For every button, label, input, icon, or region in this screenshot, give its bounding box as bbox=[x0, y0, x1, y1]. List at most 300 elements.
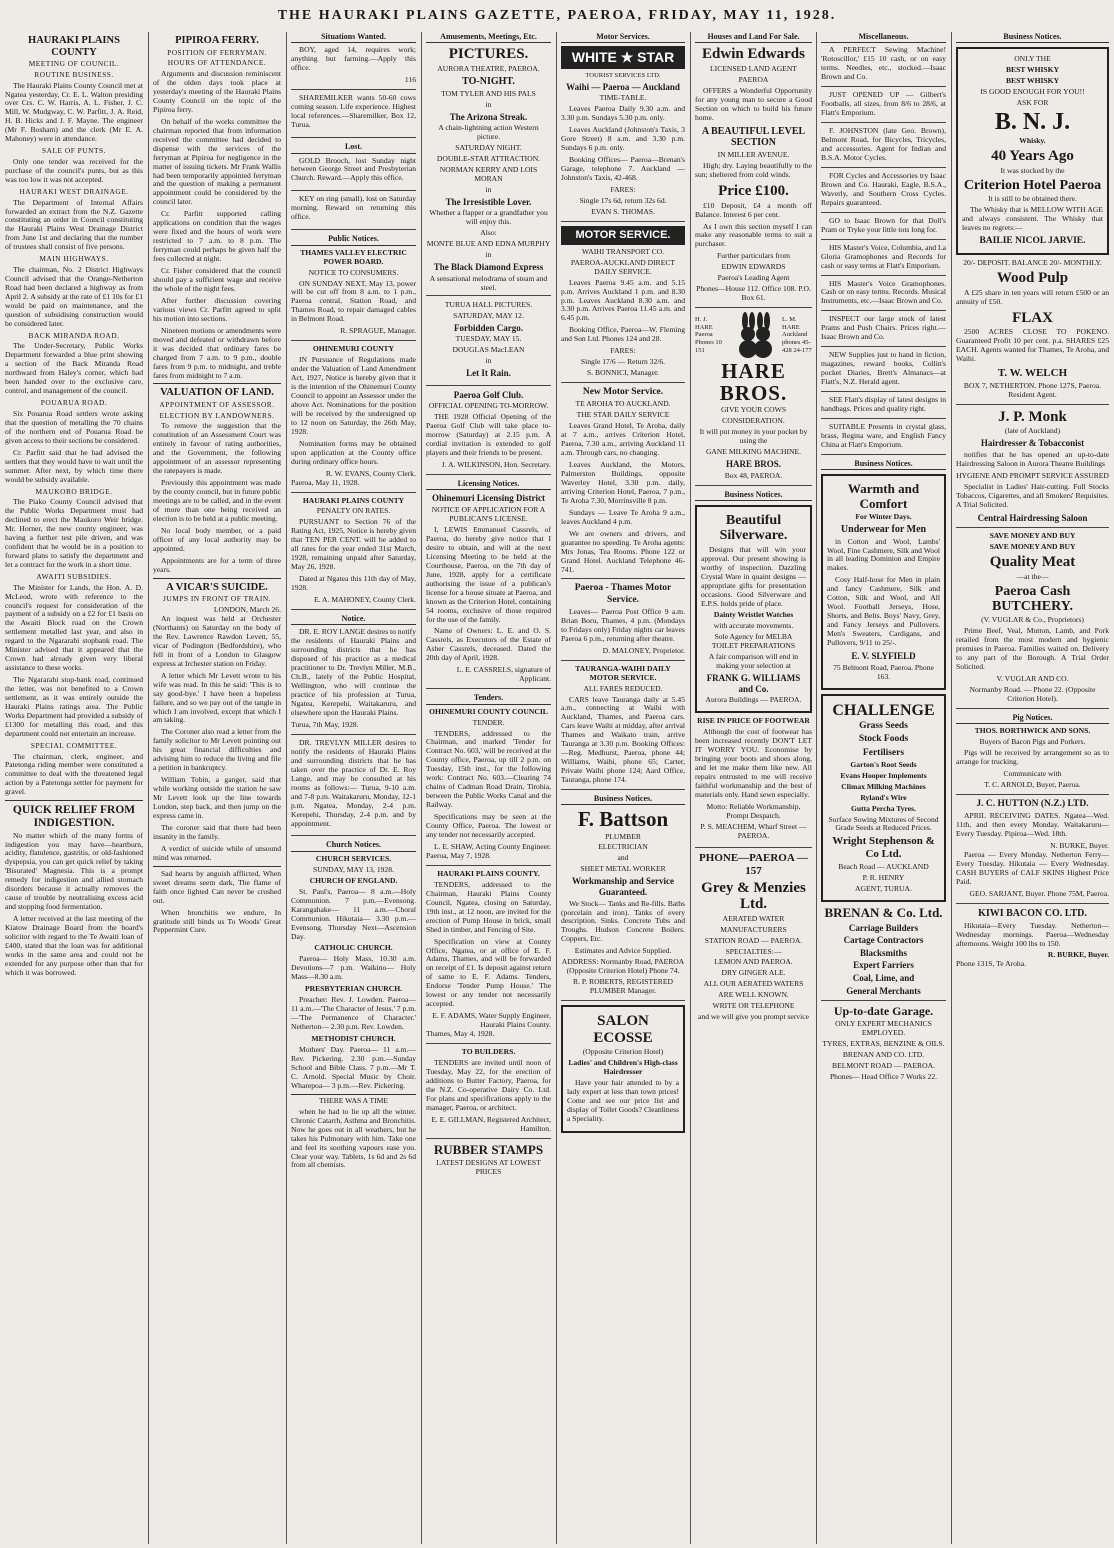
service-title: TE AROHA TO AUCKLAND. bbox=[575, 399, 671, 409]
paragraph: Previously this appointment was made by the county council, but in future public meetings are to be called, and in the event of more than one being received an election is to be held at a public meeting. bbox=[153, 478, 281, 524]
classified-ad: SEE Flatt's display of latest designs in handbags. Prices and quality right. bbox=[821, 396, 946, 419]
ad-line: Communicate with bbox=[1003, 769, 1062, 779]
show-note: DOUBLE-STAR ATTRACTION. bbox=[436, 154, 541, 164]
ad-line: BEST WHISKY bbox=[1005, 65, 1060, 75]
notice-title: HAURAKI PLAINS COUNTY. bbox=[437, 868, 540, 878]
ad-title: B. N. J. bbox=[994, 109, 1071, 136]
notice-signature: E. A. MAHONEY, County Clerk. bbox=[314, 595, 416, 605]
notice-signature: L. E. SHAW, Acting County Engineer. bbox=[433, 841, 551, 851]
section-header: Notice. bbox=[291, 614, 416, 625]
ad-body: Specialist in Ladies' Hair-cutting. Full Stocks Tobaccos, Cigarettes, and all Smokers' Requisites. A Trial Solicited. bbox=[956, 481, 1109, 509]
paragraph: The Coroner also read a letter from the family solicitor to Mr Levett pointing out his great financial difficulties and advising him to reduce the living and file a petition in bankruptcy. bbox=[153, 727, 281, 773]
paragraph: No local body member, or a paid officer of any local authority may be appointed. bbox=[153, 525, 281, 553]
ad-line: —at the— bbox=[1016, 571, 1049, 581]
ad-line: Central Hairdressing Saloon bbox=[956, 513, 1109, 529]
ad-line: ARE WELL KNOWN. bbox=[718, 990, 789, 1000]
show-day: TUESDAY, MAY 15. bbox=[455, 334, 522, 344]
ad-line: Surface Sowing Mixtures of Second Grade Seeds at Reduced Prices. bbox=[828, 814, 939, 833]
ad-title: Edwin Edwards bbox=[702, 46, 805, 63]
ad-line: Coal, Lime, and bbox=[852, 972, 915, 983]
column-rule bbox=[951, 32, 952, 1544]
ad-line: WRITE OR TELEPHONE bbox=[712, 1001, 795, 1011]
section-header: Amusements, Meetings, Etc. bbox=[426, 32, 551, 43]
ad-line: and we will give you prompt service bbox=[698, 1012, 809, 1022]
section-header: Licensing Notices. bbox=[426, 479, 551, 490]
ad-line: (late of Auckland) bbox=[1004, 426, 1061, 436]
ad-line: MANUFACTURERS bbox=[720, 924, 787, 934]
notice-body: TENDERS, addressed to the Chairman, and marked 'Tender for Contract No. 603,' will be received at the County office, Paeroa, up till 2 p.m. on Tuesday, 15th inst., for the following work: Contract No. 603.—Clearing 74 chains of Cadman Road Drain, Tirohia, between the Public Works Canal and the Railway. bbox=[426, 728, 551, 810]
ad-line: Criterion Hotel Paeroa bbox=[963, 177, 1102, 193]
notice-body: Specification on view at County Office, Ngatea, or at office of E. F. Adams, Thames, and will be forwarded on receipt of £1. Is deposit against return of same to E. F. Adams. Tenders, Endorse 'Tender Pump House.' The lowest or any tender not necessarily accepted. bbox=[426, 936, 551, 1009]
notice-date: Thames, May 4, 1928. bbox=[426, 1029, 495, 1039]
cast-in: in bbox=[485, 250, 492, 260]
ad-line: Cartage Contractors bbox=[843, 935, 924, 946]
paragraph: A letter received at the last meeting of the Kiatow Drainage Board from the board's solicitor with regard to the Te Awaiti loan of £400, stated that the loan was for additional works in the same area and could not be extended for any purpose other than that for which it was borrowed. bbox=[5, 914, 143, 977]
ad-body: OFFERS a Wonderful Opportunity for any young man to secure a Good Section on which to build his future home. bbox=[695, 85, 812, 122]
notice-body: IN Pursuance of Regulations made under the Valuation of Land Amendment Act, 1927, Notice is hereby given that it is the intention of the Ohinemuri County Council to appoint an Assessor under the above Act. Nominations for the position will be received by the undersigned up to 12 noon on Saturday, the 26th May, 1928. bbox=[291, 355, 416, 436]
paragraph: The Hauraki Plains County Council met at Ngatea yesterday, Cr. E. L. Walton presiding over Crs. C. W. Harris, A. L. Fisher, J. C. Mill, W. Mudgway, C. W. Parfitt, J. A. Reid, H. B. Hicks and J. F. Mayne. The engineer (Mr F. Bosham) and the clerk (Mr E. A. Mahoney) were in attendance. bbox=[5, 80, 143, 144]
church-times: Paeroa— Holy Mass, 10.30 a.m. Devotions—7 p.m. Waikino— Holy Mass—8.30 a.m. bbox=[291, 954, 416, 982]
section-heading: ROUTINE BUSINESS. bbox=[34, 69, 114, 79]
paragraph: William Tobin, a ganger, said that while working outside the station he saw Mr Levett look up the line towards London, step back, and then jump on the express came in. bbox=[153, 775, 281, 820]
section-header: Church Notices. bbox=[291, 840, 416, 851]
ad-line: R. BURKE, Buyer. bbox=[1047, 950, 1109, 960]
column-4 bbox=[426, 32, 551, 1544]
ad-line: HYGIENE AND PROMPT SERVICE ASSURED bbox=[956, 470, 1109, 480]
church-name: CATHOLIC CHURCH. bbox=[314, 943, 393, 953]
fares-heading: FARES: bbox=[610, 184, 636, 194]
ad-line: 40 Years Ago bbox=[991, 148, 1074, 165]
column-8 bbox=[956, 32, 1109, 1544]
ad-title: THERE WAS A TIME bbox=[291, 1094, 416, 1106]
ad-line: DRY GINGER ALE. bbox=[721, 968, 786, 978]
ad-title: Beautiful Silverware. bbox=[719, 513, 788, 544]
rabbit-icon bbox=[732, 312, 776, 358]
article-subtitle: POSITION OF FERRYMAN. bbox=[167, 47, 267, 57]
ad-line: STATION ROAD — PAEROA. bbox=[704, 935, 803, 945]
church-name: CHURCH OF ENGLAND. bbox=[309, 875, 398, 885]
section-header: Pig Notices. bbox=[956, 713, 1109, 724]
film-title: Let It Rain. bbox=[466, 368, 511, 379]
ad-line: Fertilisers bbox=[862, 747, 905, 758]
notice-body: THE 1928 Official Opening of the Paeroa Golf Club will take place to-morrow (Saturday) at 2.15 p.m. A cordial invitation is extended to golf players and their friends to be present. bbox=[426, 412, 551, 458]
ad-line: BRENAN AND CO. LTD. bbox=[842, 1050, 925, 1060]
section-header: Lost. bbox=[291, 142, 416, 153]
section-header: Business Notices. bbox=[695, 490, 812, 501]
ad-line: FRANK G. WILLIAMS and Co. bbox=[706, 673, 801, 694]
ad-line: Phone 131S, Te Aroha. bbox=[956, 959, 1026, 969]
ad-title: RUBBER STAMPS bbox=[433, 1141, 544, 1157]
paragraph: The Minister for Lands, the Hon. A. D. McLeod, wrote with reference to the council's request for consideration of the payment of a subsidy on a £2 for £1 basis on the Awaiti Block road on the Crown settlement metalled last year, and also in regard to the Ngararahi stopbank road. The Minister advised that it appeared that the Crown had already given very liberal assistance to these works. bbox=[5, 582, 143, 673]
notice-body: TENDERS are invited until noon of Tuesday, May 22, for the erection of additions to Butter Factory, Paeroa, for the N.Z. Co-operative Dairy Co. Ltd. For plans and specifications apply to the manager, Paeroa, or architect. bbox=[426, 1057, 551, 1112]
ad-line: Dainty Wristlet Watches bbox=[713, 610, 794, 620]
notice-body: PURSUANT to Section 76 of the Rating Act, 1925, Notice is hereby given that TEN PER CENT. will be added to all rates for the year ended 31st March, 1928, remaining unpaid after Saturday, May 26, 1928. bbox=[291, 517, 416, 572]
ad-line: TYRES, EXTRAS, BENZINE & OILS. bbox=[822, 1039, 945, 1049]
ad-line: (Opposite Criterion Hotel) bbox=[582, 1047, 664, 1057]
ad-line: GANE MILKING MACHINE. bbox=[705, 447, 802, 457]
section-heading: BACK MIRANDA ROAD. bbox=[28, 330, 120, 340]
column-6 bbox=[695, 32, 812, 1544]
ad-line: Climax Milking Machines bbox=[841, 781, 926, 791]
paragraph: After further discussion covering various views Cr. Parfitt agreed to split his motion into sections. bbox=[153, 295, 281, 323]
show-note: Also: bbox=[480, 228, 497, 238]
ad-line: AERATED WATER bbox=[722, 913, 785, 923]
paragraph: The Ngararahi stop-bank road, continued the letter, was not benefited to a Crown settlement, as it was entirely outside the Hauraki Plains ratings area. The Public Works Department had provided a subsidy of £1300 for metalling this road, and this department could not entertain an increase. bbox=[5, 675, 143, 738]
timetable-heading: TIME-TABLE. bbox=[599, 93, 647, 103]
cast: NORMAN KERRY AND LOIS MORAN bbox=[439, 165, 538, 183]
column-rule bbox=[148, 32, 149, 1544]
column-rule bbox=[690, 32, 691, 1544]
notice-body: Nomination forms may be obtained upon application at the County office during ordinary office hours. bbox=[291, 438, 416, 466]
cast-in: in bbox=[485, 99, 492, 109]
ad-line: Stock Foods bbox=[858, 734, 909, 745]
ad-line: and bbox=[617, 853, 629, 863]
section-heading: SALE OF PUNTS. bbox=[42, 146, 106, 156]
ad-line: Grass Seeds bbox=[859, 721, 908, 732]
ad-line: BAILIE NICOL JARVIE. bbox=[979, 236, 1086, 246]
ad-line: Whisky. bbox=[1019, 136, 1046, 146]
paragraph: Cr. Fisher considered that the council should pay a sufficient wage and receive the whole of the night fees. bbox=[153, 266, 281, 293]
ad-line: It is still to be obtained there. bbox=[988, 194, 1077, 204]
section-header: Houses and Land For Sale. bbox=[695, 32, 812, 43]
paragraph: The chairman, clerk, engineer, and Patetonga riding member were constituted a committee to deal with the threatened legal action by a Patetonga settler for payment for gravel. bbox=[5, 751, 143, 797]
logo-subtitle: TOURIST SERVICES LTD. bbox=[585, 71, 661, 79]
ad-title: SALON ECOSSE bbox=[593, 1013, 653, 1046]
film-desc: Whether a flapper or a grandfather you will enjoy this. bbox=[429, 208, 548, 227]
ad-line: ASK FOR bbox=[1016, 98, 1049, 108]
ad-title: THOS. BORTHWICK AND SONS. bbox=[974, 726, 1091, 736]
film-desc: A chain-lightning action Western picture. bbox=[438, 123, 539, 142]
ad-title: Up-to-date Garage. bbox=[833, 1004, 934, 1019]
section-header: Business Notices. bbox=[821, 459, 946, 470]
section-heading: HAURAKI WEST DRAINAGE. bbox=[19, 186, 129, 196]
timetable-entry: Booking Office, Paeroa—W. Fleming and Son Ltd. Phones 124 and 28. bbox=[561, 325, 685, 344]
ad-title: T. W. WELCH bbox=[997, 366, 1068, 379]
venue: TURUA HALL PICTURES. bbox=[444, 299, 533, 309]
notice-title: OHINEMURI COUNTY COUNCIL bbox=[429, 706, 548, 716]
venue: AURORA THEATRE, PAEROA. bbox=[437, 63, 540, 73]
notice-title: OHINEMURI COUNTY bbox=[312, 344, 395, 354]
ad-line: 20/- DEPOSIT. BALANCE 20/- MONTHLY. bbox=[963, 258, 1102, 268]
ad-line: BEST WHISKY bbox=[1005, 76, 1060, 86]
ad-line: It will put money in your pocket by using the bbox=[699, 427, 808, 446]
signature: D. MALONEY, Proprietor. bbox=[561, 647, 685, 661]
paragraph: A verdict of suicide while of unsound mind was returned. bbox=[153, 843, 281, 862]
ad-line: BOX 7, NETHERTON. Phone 127S, Paeroa. Resident Agent. bbox=[956, 382, 1109, 405]
timetable-entry: Leaves— Paeroa Post Office 9 a.m. Brian Boru, Thames, 4 p.m. (Mondays to Fridays only) Friday nights car leaves Paeroa 6 p.m., returning after theatre. bbox=[561, 606, 685, 643]
notice-date: Dated at Ngatea this 11th day of May, 1928. bbox=[291, 574, 416, 593]
fares: Single 17s 6d, return 32s 6d. bbox=[579, 195, 667, 205]
ad-body: notifies that he has opened an up-to-date Hairdressing Saloon in Aurora Theatre Buildings bbox=[956, 449, 1109, 468]
ad-title: BRENAN & Co. Ltd. bbox=[824, 905, 943, 921]
ad-line: LICENSED LAND AGENT bbox=[710, 63, 797, 73]
section-header: Public Notices. bbox=[291, 234, 416, 245]
section-heading: MAIN HIGHWAYS. bbox=[39, 254, 109, 264]
ad-line: (V. VUGLAR & Co., Proprietors) bbox=[981, 615, 1084, 625]
price: Price £100. bbox=[718, 183, 789, 200]
ad-line: Wright Stephenson & Co Ltd. bbox=[832, 835, 935, 861]
film-title: The Arizona Streak. bbox=[449, 111, 528, 122]
classified-ad: JUST OPENED UP — Gilbert's Footballs, all sizes, from 8/6 to 28/6, at Flatt's Emporium. bbox=[821, 91, 946, 123]
ad-line: Ryland's Wire bbox=[860, 792, 907, 802]
ad-line: For Winter Days. bbox=[855, 511, 912, 521]
column-rule bbox=[286, 32, 287, 1544]
classified-ad: FOR Cycles and Accessories try Isaac Brown and Co. Hauraki, Eagle, B.S.A., Waverly, and Southern Cross Cycles. Repairs guaranteed. bbox=[821, 172, 946, 213]
column-7 bbox=[821, 32, 946, 1544]
ad-line: GEO. SARJANT, Buyer. Phone 75M, Paeroa. bbox=[956, 890, 1109, 904]
paragraph: An inquest was held at Orchester (Northants) on Saturday on the body of the Rev. Lawrence Rawdon Levett, 55, vicar of Podington (Bedfordshire), who fell in front of a London to Glasgow express at Irchester station on Friday. bbox=[153, 613, 281, 668]
paragraph: To remove the suggestion that the constitution of an Assessment Court was entirely in favour of rating authorities, and the Government, the following appointment of an assessor representing the ratepayers is made. bbox=[153, 421, 281, 476]
signature: S. BONNICI, Manager. bbox=[561, 369, 685, 383]
fares: Single 17/6 — Return 32/6. bbox=[580, 357, 666, 367]
cast-in: in bbox=[485, 184, 492, 194]
ad-line: SHEET METAL WORKER bbox=[580, 864, 666, 874]
classified-ad: HIS Master's Voice Gramophones. Cash or on easy terms. Records. Musical Instruments, etc.—Isaac Brown and Co. bbox=[821, 280, 946, 312]
notice-body: Name of Owners: L. E. and O. S. Cassrels, as Executors of the Estate of Asher Cassrels, deceased. Dated the 20th day of April, 1928. bbox=[426, 626, 551, 663]
ad-title: F. Battson bbox=[577, 807, 669, 832]
ad-line: BELMONT ROAD — PAEROA. bbox=[832, 1061, 935, 1071]
ad-title: Paeroa - Thames Motor Service. bbox=[574, 583, 672, 605]
column-1 bbox=[5, 32, 143, 1544]
ad-title: J. C. HUTTON (N.Z.) LTD. bbox=[976, 799, 1089, 810]
classified-ad: INSPECT our large stock of latest Prams and Push Chairs. Prices right.—Isaac Brown and Co. bbox=[821, 315, 946, 347]
section-header: Motor Services. bbox=[561, 32, 685, 43]
ad-body: APRIL RECEIVING DATES. Ngatea—Wed. 11th, and then every Monday. Waitakaruru—Every Tuesday. Pipiroa—Wed. 18th. bbox=[956, 811, 1109, 839]
film-desc: A sensational melodrama of steam and steel. bbox=[429, 273, 548, 292]
ad-line: P. R. HENRY bbox=[862, 873, 905, 883]
ad-body: The Whisky that is MELLOW WITH AGE and always consistent. The Whisky that leaves no regrets:— bbox=[962, 205, 1103, 233]
ad-line: SAVE MONEY AND BUY bbox=[989, 531, 1076, 541]
notice-signature: E. E. GILLMAN, Registered Architect, Hamilton. bbox=[431, 1114, 551, 1133]
ad-line: ONLY THE bbox=[1014, 54, 1051, 64]
ad-line: SPECIALTIES:— bbox=[725, 946, 782, 956]
ad-line: Box 48, PAEROA. bbox=[695, 472, 812, 486]
ad-line: T. C. ARNOLD, Buyer, Paeroa. bbox=[956, 781, 1109, 795]
ad-title: Paeroa Cash BUTCHERY. bbox=[991, 583, 1074, 614]
notice-title: THAMES VALLEY ELECTRIC POWER BOARD. bbox=[300, 247, 407, 266]
ad-line: IN MILLER AVENUE. bbox=[717, 150, 790, 160]
church-times: Preacher: Rev. J. Lowden. Paeroa— 11 a.m.—'The Character of Jesus.' 7 p.m.—'The Permanence of Character.' Netherton— 2.30 p.m. Rev. Lowden. bbox=[291, 995, 416, 1032]
ad-body: Pigs will be received by arrangement so as to arrange for trucking. bbox=[956, 748, 1109, 767]
paragraph: A letter which Mr Levett wrote to his wife was read. In this he said: 'This is to say good-bye.' I have been a hopeless failure, and so we pay out of the tangle in which I am involved, except that which I am taking. bbox=[153, 670, 281, 725]
classified-ad: NEW Supplies just to hand in fiction, magazines, reward books, Collin's pocket Diaries, Brett's Almanacs—at Flatt's, N.Z. Herald agent. bbox=[821, 351, 946, 392]
ad-line: General Merchants bbox=[821, 986, 946, 1002]
paragraph: Cr. Parfitt said that he had advised the settlers that they would have to wait until the summer. After next, by which time there would be subsidy available. bbox=[5, 447, 143, 484]
timetable-entry: Leaves Auckland (Johnston's Taxis, 3 Gore Street) 8 a.m. and 3.30 p.m. Sundays 6 p.m. only. bbox=[561, 125, 685, 153]
ad-body: Designs that will win your approval. Our present showing is worthy of inspection. Dazzling Crystal Ware in quaint designs — appropriate gifts for presentation occasions. Good Silverware and E.P.S. holds pride of place. bbox=[701, 544, 806, 608]
church-times: St. Paul's, Paeroa— 8 a.m.—Holy Communion. 7 p.m.—Evensong. Karangahake— 11 a.m.—Choral Communion. Hikutaia— 3.30 p.m.—Evensong. Thursday Next—Ascension Day. bbox=[291, 886, 416, 941]
section-header: Business Notices. bbox=[956, 32, 1109, 43]
church-times: Mothers' Day. Paeroa— 11 a.m.—Rev. Pickering. 2.30 p.m.—Sunday School and Bible Class. 7 p.m.—Mr T. C. Arnold. Special Music by Choir. Wharepoa— 3 p.m.—Rev. Pickering. bbox=[291, 1045, 416, 1090]
ad-title: HARE BROS. bbox=[719, 359, 788, 406]
section-header: Miscellaneous. bbox=[821, 32, 946, 43]
ad-line: Buyers of Bacon Pigs and Porkers. bbox=[979, 737, 1086, 747]
ad-title: CHALLENGE bbox=[832, 701, 935, 719]
ad-line: A BEAUTIFUL LEVEL SECTION bbox=[701, 125, 806, 149]
hare-agent-left: H. J. HARE Paeroa Phones 10 151 bbox=[695, 316, 722, 354]
show-day: SATURDAY NIGHT. bbox=[455, 143, 522, 153]
article-title: A VICAR'S SUICIDE. bbox=[153, 578, 281, 594]
paragraph: Nineteen motions or amendments were moved and defeated or withdrawn before it was decided that ordinary fares be charged from 7 a.m. to 9 p.m., double fares from 9 p.m. to midnight, and treble fares from midnight to 7 a.m. bbox=[153, 325, 281, 380]
notice-body: DR. E. ROY LANGE desires to notify the residents of Hauraki Plains and surrounding districts that he has disposed of his practice as a medical practitioner to Dr. Trevlyn Miller, M.B., Ch.B., lately of the Public Hospital, Wellington, who will continue the practice of his profession at Turua, Ngatea, Kerepehi, Waitakaruru, and elsewhere upon the Hauraki Plains. bbox=[291, 627, 416, 718]
masthead: THE HAURAKI PLAINS GAZETTE, PAEROA, FRIDAY, MAY 11, 1928. bbox=[277, 8, 837, 23]
classified-ad: GO to Isaac Brown for that Doll's Pram or Tryke your little tots long for. bbox=[821, 217, 946, 240]
notice-subtitle: OFFICIAL OPENING TO-MORROW. bbox=[428, 401, 549, 411]
notice-body: TENDERS, addressed to the Chairman, Hauraki Plains County Council, Ngatea, closing on Saturday, 19th inst., at 12 noon, are invited for the erection of Pump House in brick, small Shed in timber, and Fencing of Site. bbox=[426, 879, 551, 934]
ad-title: Wood Pulp bbox=[996, 270, 1069, 287]
ad-line: IS GOOD ENOUGH FOR YOU!! bbox=[980, 87, 1085, 97]
ad-title: Warmth and Comfort bbox=[847, 481, 920, 511]
article-title: QUICK RELIEF FROM INDIGESTION. bbox=[5, 800, 143, 829]
ad-title: J. P. Monk bbox=[998, 408, 1067, 425]
ad-title: TAURANGA-WAIHI DAILY MOTOR SERVICE. bbox=[575, 663, 671, 682]
phone-number: PHONE—PAEROA —157 bbox=[699, 851, 808, 877]
ad-body: £10 Deposit, £4 a month off Balance. Interest 6 per cent. bbox=[695, 200, 812, 219]
church-name: PRESBYTERIAN CHURCH. bbox=[304, 984, 403, 994]
notice-title: Ohinemuri Licensing District bbox=[432, 493, 545, 504]
column-2 bbox=[153, 32, 281, 1544]
paragraph: Appointments are for a term of three years. bbox=[153, 555, 281, 574]
ad-body: A £25 share in ten years will return £500 or an annuity of £50. bbox=[956, 287, 1109, 306]
ad-line: 75 Belmont Road, Paeroa. Phone 163. bbox=[833, 662, 934, 681]
timetable-entry: Leaves Auckland, the Motors, Palmerston Buildings, opposite Waverley Hotel, 3.30 p.m. daily, arriving Criterion Hotel, Paeroa, 7 p.m., Te Aroha 7.30, Morrinsville 8 p.m. bbox=[561, 460, 685, 505]
notice-title: HAURAKI PLAINS COUNTY bbox=[302, 495, 405, 505]
notice-signature: R. W. EVANS, County Clerk. bbox=[325, 468, 416, 478]
paragraph: Only one tender was received for the purchase of the council's punts, but as this was too low it was not accepted. bbox=[5, 156, 143, 184]
route: Waihi — Paeroa — Auckland bbox=[566, 81, 680, 92]
notice-date: SUNDAY, MAY 13, 1928. bbox=[313, 864, 394, 874]
timetable-entry: Booking Offices— Paeroa—Brenan's Garage, telephone 7. Auckland — Johnston's Taxis, 42-468. bbox=[561, 155, 685, 182]
section-heading: AWAITI SUBSIDIES. bbox=[36, 571, 112, 581]
notice-body: Specifications may be seen at the County Office, Paeroa. The lowest or any tender not necessarily accepted. bbox=[426, 812, 551, 840]
classified-ad: SUITABLE Presents in crystal glass, brass, Regina ware, and English Fancy China at Flatt's Emporium. bbox=[821, 423, 946, 455]
ad-title: Quality Meat bbox=[989, 554, 1076, 571]
paragraph: Six Pouarua Road settlers wrote asking that the question of metalling the 70 chains of the northern end of Pouarua Road be given access to their sections be considered. bbox=[5, 408, 143, 445]
notice-body: DR. TREVLYN MILLER desires to notify the residents of Hauraki Plains and surrounding districts that he has taken over the practice of Dr. E. Roy Lange, and may be consulted at his rooms as follows:— Turua, 9-10 a.m. and 7-8 p.m. Waitakaruru, Monday, 12-1 p.m. Ngatea, Monday, 2-4 p.m. Kerepehi, Thursday, 2-4 p.m. and by appointment. bbox=[291, 737, 416, 828]
notice-subtitle: PENALTY ON RATES. bbox=[316, 506, 391, 516]
motor-service-logo: MOTOR SERVICE. bbox=[561, 226, 685, 245]
ad-title: RISE IN PRICE OF FOOTWEAR bbox=[697, 716, 810, 726]
ad-line: Hairdresser & Tobacconist bbox=[980, 438, 1085, 449]
film-title: The Irresistible Lover. bbox=[445, 196, 532, 207]
ad-line: Workmanship and Service Guaranteed. bbox=[571, 876, 674, 897]
section-heading: SPECIAL COMMITTEE. bbox=[30, 740, 118, 750]
ad-line: Blacksmiths bbox=[859, 947, 907, 958]
notice-signature: R. SPRAGUE, Manager. bbox=[340, 326, 416, 336]
article-subtitle: MEETING OF COUNCIL. bbox=[28, 59, 120, 69]
ad-number: 116 bbox=[404, 75, 416, 85]
ad-title: FLAX bbox=[1012, 309, 1053, 326]
ad-line: GIVE YOUR COWS bbox=[720, 405, 787, 415]
signature: R. P. ROBERTS, REGISTERED PLUMBER Manager. bbox=[561, 978, 685, 1001]
white-star-logo: WHITE ★ STAR bbox=[561, 46, 685, 69]
paragraph: Arguments and discussion reminiscent of the olden days took place at yesterday's meeting of the Hauraki Plains County Council on the topic of the Pipiroa ferry. bbox=[153, 69, 281, 114]
timetable-entry: Leaves Grand Hotel, Te Aroha, daily at 7 a.m., arrives Criterion Hotel, Paeroa, 7.30 a.m., arriving Auckland 11 a.m. Through cars, no changing. bbox=[561, 421, 685, 458]
ad-line: Expert Farriers bbox=[853, 960, 914, 971]
film-title: Forbidden Cargo. bbox=[453, 322, 523, 333]
paragraph: No matter which of the many forms of indigestion you may have—heartburn, acidity, flatulence, gastritis, or old-fashioned dyspepsia, you can get quick relief by taking 'Bisurated' Magnesia. This is a prompt remedy for indigestion and allied stomach disorders because it actually removes the cause of trouble by neutralising excess acid and stopping food fermentation. bbox=[5, 830, 143, 912]
ad-title: New Motor Service. bbox=[582, 387, 664, 398]
column-rule bbox=[556, 32, 557, 1544]
paragraph: The Under-Secretary, Public Works Department forwarded a blue print showing a section of the Back Miranda Road northward from Haley's corner, which had been handed over to the exclusive care, control, and management of the council. bbox=[5, 341, 143, 396]
article-title: PIPIROA FERRY. bbox=[175, 35, 259, 46]
ad-line: A fair comparison will end in making your selection at bbox=[708, 652, 799, 671]
ad-line: Carriage Builders bbox=[848, 922, 919, 933]
ad-body: Paeroa — Every Monday. Netherton Ferry—Every Tuesday. Hikutaia — Every Wednesday. CASH BUYERS of CALF SKINS Highest Price Paid. bbox=[956, 850, 1109, 886]
ad-line: N. BURKE, Buyer. bbox=[1050, 841, 1109, 851]
ad-body: Prime Beef, Veal, Mutton, Lamb, and Pork retailed from the most modern and hygienic premises in Paeroa. Families waited on. Delivery to any part of the Borough. A Trial Order Solicited. bbox=[956, 626, 1109, 672]
ad-body: As I own this section myself I can make any reasonable terms to suit a purchaser. bbox=[695, 221, 812, 249]
section-heading: ELECTION BY LANDOWNERS. bbox=[159, 410, 275, 420]
ad-line: LEMON AND PAEROA. bbox=[714, 957, 793, 967]
cast: TOM TYLER AND HIS PALS bbox=[441, 88, 536, 98]
ad-line: Evans Hooper Implements bbox=[840, 770, 927, 780]
ad-body: Have your hair attended to by a lady expert at less than town prices! Come and see our price list and display of Toilet Goods? Cleanliness a Speciality. bbox=[567, 1077, 679, 1123]
film-title: The Black Diamond Express bbox=[433, 262, 544, 273]
ad-body: Cosy Half-hose for Men in plain and fancy Cashmere, Silk and Cotton, Silk and Wool, and All Wool. Football Jerseys, Hose, Shorts, and Belts. Boys' Navy, Grey, and Fancy Jerseys and Pullovers. Men's Sweaters, Cardigans, and Pullovers, 9/11 to 25/-. bbox=[827, 575, 940, 648]
ad-line: SAVE MONEY AND BUY bbox=[989, 542, 1076, 552]
column-3 bbox=[291, 32, 416, 1544]
ad-subtitle: ALL FARES REDUCED. bbox=[583, 683, 663, 693]
ad-line: CONSIDERATION. bbox=[722, 416, 785, 426]
ad-body: LATEST DESIGNS AT LOWEST PRICES bbox=[436, 1157, 541, 1176]
paragraph: When bronchitis we endure, In gratitude still binds us To Woods' Great Peppermint Cure. bbox=[153, 907, 281, 935]
ad-line: Phones— Head Office 7 Works 22. bbox=[829, 1072, 938, 1082]
timetable-entry: CARS leave Tauranga daily at 5.45 a.m., connecting at Waihi with Auckland, Thames, and Paeroa cars. Cars leave Waihi at midday, after arrival Thames and Waikato train, arrive Tauranga at 3.30 p.m. Booking Offices:—Reg. Medhurst, Paeroa, phone 44; Williams, Waihi, phone 65; Carter, Private Waihi phone 124; Aard Office, Tauranga, phone 174. bbox=[561, 696, 685, 791]
paragraph: The chairman, No. 2 District Highways Council advised that the Orange-Netherton Road had been declared a highway as from April 2. A subsidy at the rate of £1 10s for £1 would be paid on maintenance, and the question of subsidising construction would be considered later. bbox=[5, 265, 143, 328]
classified-ad: F. JOHNSTON (late Geo. Brown), Belmont Road, for Bicycles, Tricycles, and accessories. Agent for Indian and B.S.A. Motor Cycles. bbox=[821, 127, 946, 168]
ad-title: PICTURES. bbox=[448, 46, 529, 63]
notice-subtitle: TENDER. bbox=[472, 717, 505, 727]
ad-title: Grey & Menzies Ltd. bbox=[701, 879, 806, 913]
article-title: VALUATION OF LAND. bbox=[153, 383, 281, 399]
section-heading: HOURS OF ATTENDANCE. bbox=[167, 58, 267, 68]
ad-line: Gutta Percha Tyres. bbox=[850, 803, 917, 813]
article-subtitle: APPOINTMENT OF ASSESSOR. bbox=[159, 400, 275, 410]
hare-agent-right: L. M. HARE Auckland phones 45-428 24-177 bbox=[782, 316, 812, 354]
ad-line: with accurate movements. bbox=[713, 621, 794, 631]
show-day: TO-NIGHT. bbox=[462, 75, 515, 87]
ad-line: Garton's Root Seeds bbox=[850, 759, 917, 769]
notice-subtitle: NOTICE TO CONSUMERS. bbox=[308, 267, 399, 277]
ad-line: Underwear for Men bbox=[840, 523, 927, 535]
ad-line: P. S. MEACHEM, Wharf Street — PAEROA. bbox=[700, 821, 807, 840]
ad-line: V. VUGLAR AND CO. bbox=[996, 674, 1069, 683]
notice-signature: E. F. ADAMS, Water Supply Engineer, Hauraki Plains County. bbox=[432, 1011, 551, 1030]
service-title: PAEROA-AUCKLAND DIRECT DAILY SERVICE. bbox=[570, 257, 676, 276]
ad-line: Further particulars from bbox=[717, 251, 790, 261]
ad-body: High; dry. Laying beautifully to the sun; sheltered from cold winds. bbox=[695, 161, 812, 180]
dateline: LONDON, March 26. bbox=[213, 605, 281, 615]
classified-ad: GOLD Brooch, lost Sunday night between George Street and Presbyterian Church. Reward.—Apply this office. bbox=[291, 155, 416, 183]
show-day: SATURDAY, MAY 12. bbox=[453, 310, 524, 320]
notice-signature: J. A. WILKINSON, Hon. Secretary. bbox=[441, 460, 551, 470]
ad-line: Paeroa's Leading Agent bbox=[717, 273, 790, 283]
cast: MONTE BLUE AND EDNA MURPHY bbox=[426, 239, 551, 249]
ad-body: when he had to lie up all the winter. Chronic Catarrh, Asthma and Bronchitis. Now he goes out in all weathers, but he takes his Pulmonary with him. Take one and feel its soothing vapours ease you. Clear your way. Tablets, 1s 6d and 2s 6d from all chemists. bbox=[291, 1106, 416, 1170]
section-header: Tenders. bbox=[426, 693, 551, 704]
ad-line: Beach Road — AUCKLAND bbox=[838, 862, 929, 872]
ad-line: Estimates and Advice Supplied. bbox=[574, 946, 672, 956]
ad-line: ALL OUR AERATED WATERS bbox=[703, 979, 804, 989]
ad-body: 2500 ACRES CLOSE TO POKENO. Guaranteed Profit 10 per cent. p.a. SHARES £25 EACH. Agents wanted for Thames, Te Aroha, and Waihi. bbox=[956, 327, 1109, 363]
notice-title: CHURCH SERVICES. bbox=[315, 853, 392, 863]
column-rule bbox=[816, 32, 817, 1544]
ad-line: It was stocked by the bbox=[1000, 165, 1065, 175]
church-name: METHODIST CHURCH. bbox=[311, 1034, 396, 1044]
signature: EVAN S. THOMAS. bbox=[561, 208, 685, 222]
column-rule bbox=[421, 32, 422, 1544]
